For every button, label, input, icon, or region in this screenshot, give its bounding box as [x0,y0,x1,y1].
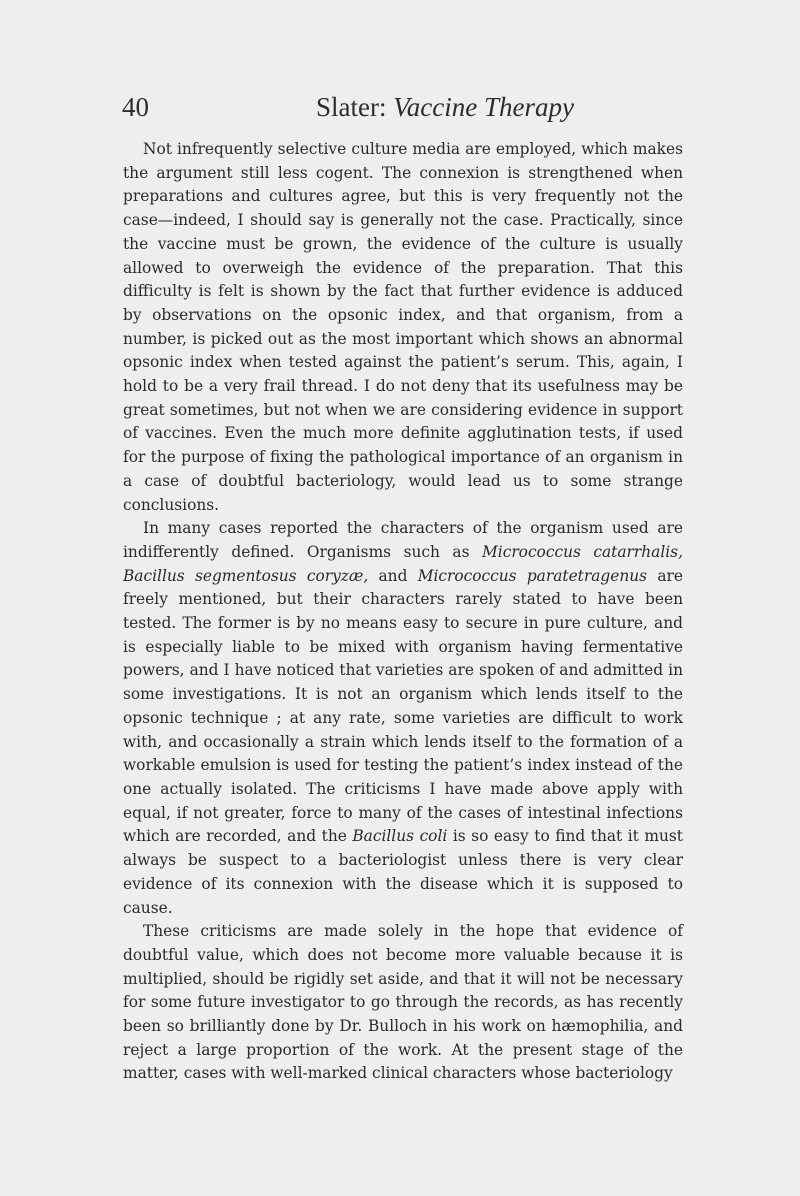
paragraph-2-text-a: In many cases reported the characters of the organism used are indifferently defined. Organisms such as [123,519,683,561]
organism-name-italic: Micrococcus paratetragenus [417,566,648,585]
paragraph-1-text: Not infrequently selective culture media are employed, which makes the argument still less cogent. The connexion is strengthened when preparations and cultures agree, but this is very frequently not the case—indeed, I should say is generally not the case. Practically, since the vaccine must be grown, the evidence of the culture is usually allowed to overweigh the evidence of the preparation. That this difficulty is felt is shown by the fact that further evidence is adduced by observations on the opsonic index, and that organism, from a number, is picked out as the most important which shows an abnormal opsonic index when tested against the patient’s serum. This, again, I hold to be a very frail thread. I do not deny that its usefulness may be great sometimes, but not when we are considering evidence in support of vaccines. Even the much more definite agglutination tests, if used for the purpose of fixing the pathological importance of an organism in a case of doubtful bacteriology, would lead us to some strange conclusions. [123,140,683,514]
header-separator: : [378,92,394,122]
bacillus-coli-italic: Bacillus coli [352,827,448,846]
paragraph-3 [123,920,683,1086]
paragraph-2-text-c: are freely mentioned, but their characters rarely stated to have been tested. The former is by no means easy to secure in pure culture, and is especially liable to be mixed with organism having fermentative powers, and I have noticed that varieties are spoken of and admitted in some investigations. It is not an organism which lends itself to the opsonic technique ; at any rate, some varieties are difficult to work with, and occasionally a strain which lends itself to the formation of a workable emulsion is used for testing the patient’s index instead of the one actually isolated. The criticisms I have made above apply with equal, if not greater, force to many of the cases of intestinal infections which are recorded, and the [123,566,683,846]
paragraph-2-text-b: and [368,566,418,585]
running-header [0,92,800,132]
body-text [123,138,683,1086]
paragraph-3-text: These criticisms are made solely in the hope that evidence of doubtful value, which does not become more valuable because it is multiplied, should be rigidly set aside, and that it will not be necessary for some future investigator to go through the records, as has recently been so brilliantly done by Dr. Bulloch in his work on hæmophilia, and reject a large proportion of the work. At the present stage of the matter, cases with well-marked clinical characters whose bacteriology [123,922,683,1083]
header-title: Vaccine Therapy [393,92,574,122]
header-author: Slater [316,92,379,122]
paragraph-2-text-d: is so easy to find that it must always be suspect to a bacteriologist unless there is very clear evidence of its connexion with the disease which it is supposed to cause. [123,827,683,917]
organism-names-italic: Micrococcus catarrhalis, Bacillus segmentosus coryzæ, [123,542,683,585]
running-title [316,92,574,123]
page-number: 40 [122,92,149,122]
paragraph-1 [123,138,683,517]
paragraph-2 [123,517,683,920]
